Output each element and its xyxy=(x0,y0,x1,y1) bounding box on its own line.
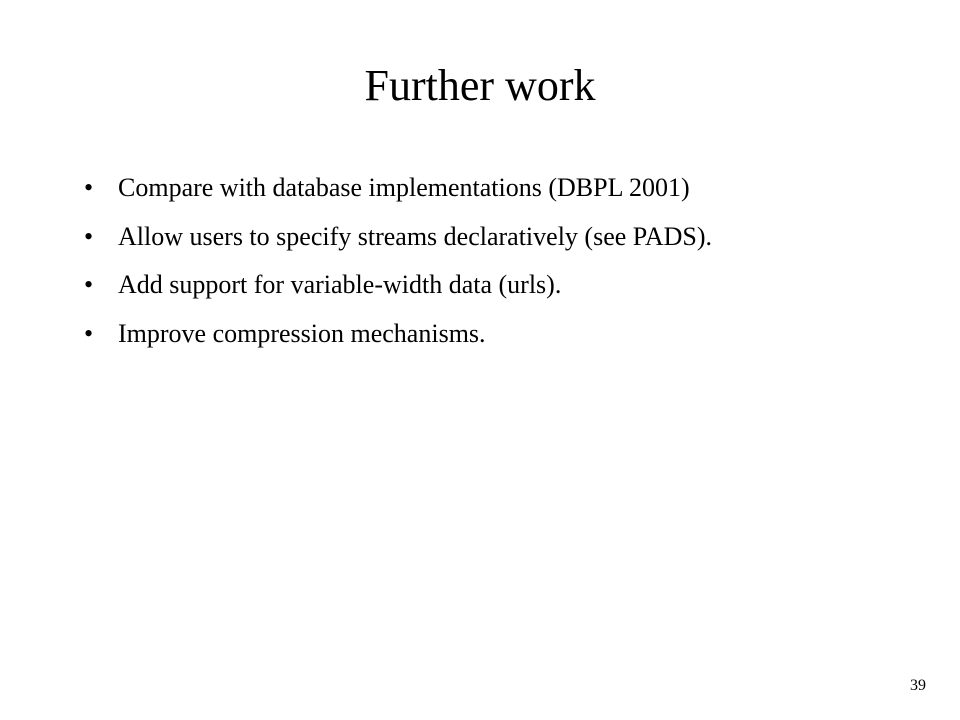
bullet-list xyxy=(84,166,712,360)
bullet-text: Allow users to specify streams declaratively (see PADS). xyxy=(118,221,713,251)
bullet-text: Compare with database implementations (DBPL 2001) xyxy=(118,173,690,202)
bullet-dot-icon: • xyxy=(84,270,94,299)
slide-number: 39 xyxy=(910,677,926,694)
bullet-item xyxy=(84,215,712,264)
slide-title: Further work xyxy=(364,61,596,110)
bullet-item xyxy=(84,312,712,361)
bullet-item xyxy=(84,263,712,312)
bullet-item xyxy=(84,166,712,215)
bullet-dot-icon: • xyxy=(84,318,94,348)
bullet-text: Add support for variable-width data (urls). xyxy=(118,270,562,299)
bullet-dot-icon: • xyxy=(84,221,94,251)
bullet-text: Improve compression mechanisms. xyxy=(118,318,486,348)
bullet-dot-icon: • xyxy=(84,173,94,202)
